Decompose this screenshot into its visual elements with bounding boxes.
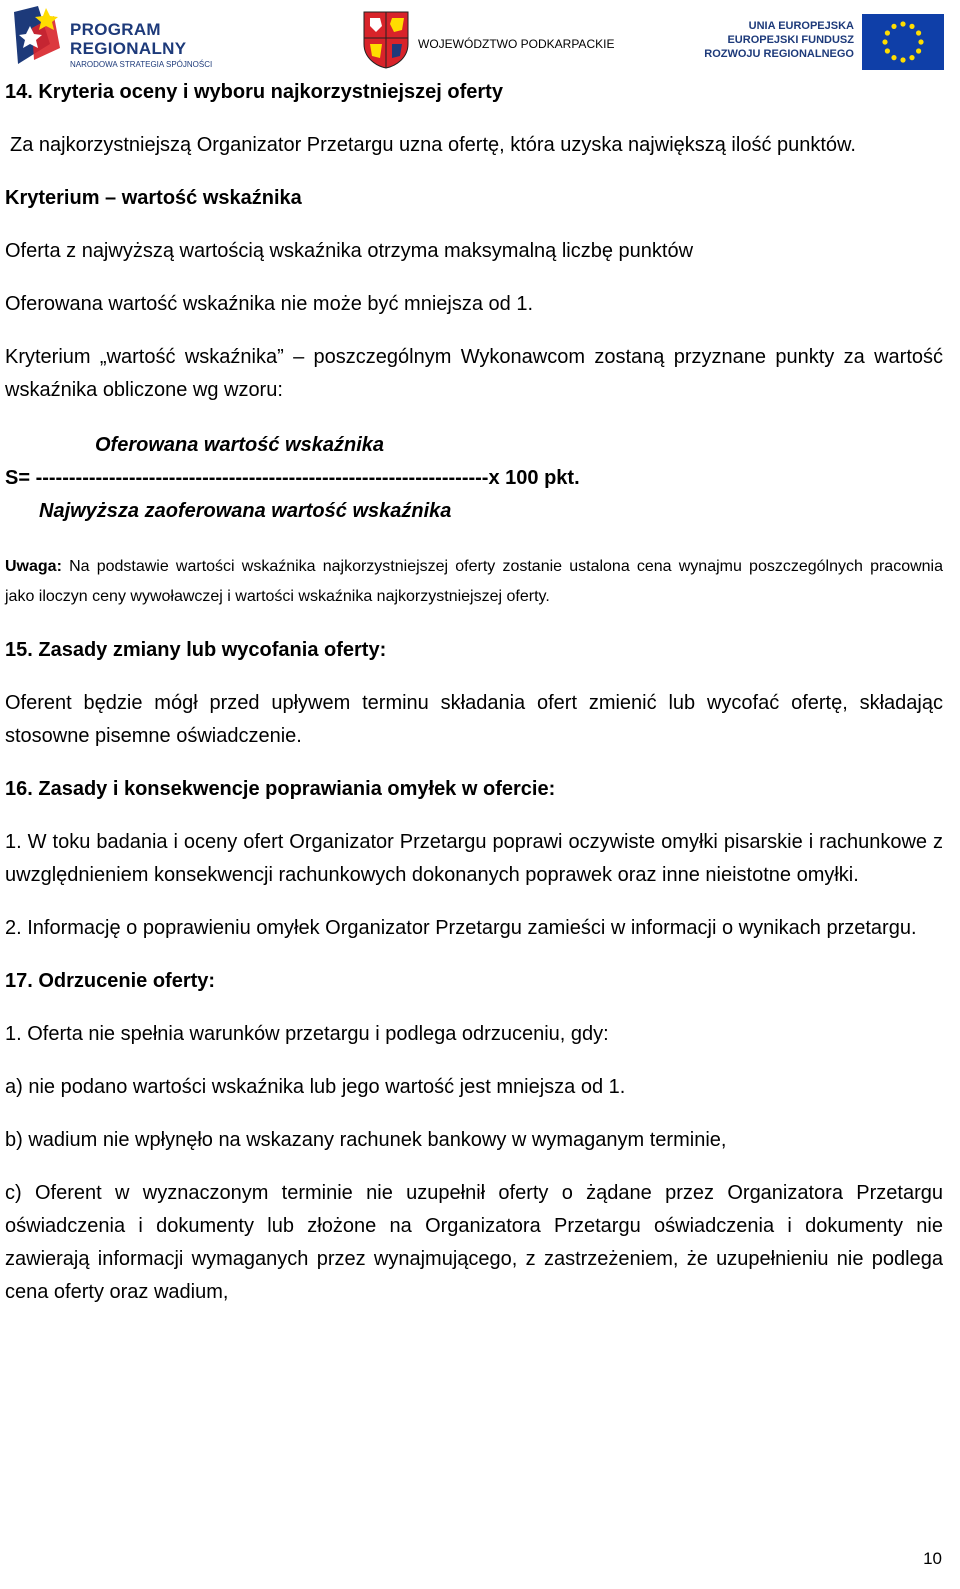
eu-logo-line3: ROZWOJU REGIONALNEGO (704, 48, 854, 60)
formula-fraction-line: S= --------------------------------------------------------------------x 100 pkt. (5, 467, 580, 489)
section-16-item-1: 1. W toku badania i oceny ofert Organizator Przetargu poprawi oczywiste omyłki pisarskie i rachunkowe z uwzględnieniem konsekwencji rachunkowych dokonanych poprawek oraz inne nieistotne omyłki. (5, 831, 943, 886)
note-text: Na podstawie wartości wskaźnika najkorzystniejszej oferty zostanie ustalona cena wynajmu poszczególnych pracownia jako iloczyn ceny wywoławczej i wartości wskaźnika najkorzystniejszej oferty. (5, 558, 943, 605)
coat-of-arms-icon (362, 10, 410, 70)
program-regionalny-logo (10, 4, 240, 74)
eu-logo-line2: EUROPEJSKI FUNDUSZ (727, 34, 854, 46)
section-16-heading: 16. Zasady i konsekwencje poprawiania omyłek w ofercie: (5, 778, 556, 800)
criterion-line-2: Oferowana wartość wskaźnika nie może być mniejsza od 1. (5, 293, 534, 315)
page-number: 10 (923, 1549, 942, 1568)
section-17-heading: 17. Odrzucenie oferty: (5, 970, 216, 992)
eu-flag-icon (862, 14, 944, 70)
note-paragraph (5, 552, 943, 612)
section-17-item-a: a) nie podano wartości wskaźnika lub jego wartość jest mniejsza od 1. (5, 1076, 626, 1098)
formula-numerator: Oferowana wartość wskaźnika (95, 434, 385, 456)
wojewodztwo-logo-text: WOJEWÓDZTWO PODKARPACKIE (418, 37, 615, 51)
eu-logo (704, 14, 950, 74)
section-15-text: Oferent będzie mógł przed upływem terminu składania ofert zmienić lub wycofać ofertę, składając stosowne pisemne oświadczenie. (5, 692, 943, 747)
note-label: Uwaga: (5, 558, 62, 575)
section-17-item-1: 1. Oferta nie spełnia warunków przetargu i podlega odrzuceniu, gdy: (5, 1023, 609, 1045)
criterion-heading: Kryterium – wartość wskaźnika (5, 187, 302, 209)
section-17-item-c: c) Oferent w wyznaczonym terminie nie uzupełnił oferty o żądane przez Organizatora Przetargu oświadczenia i dokumenty lub złożone na Organizatora Przetargu oświadczenia i dokumenty nie zawierają informacji wymaganych przez wynajmującego, z zastrzeżeniem, że uzupełnieniu nie podlega cena oferty oraz wadium, (5, 1182, 943, 1303)
program-logo-line3: NARODOWA STRATEGIA SPÓJNOŚCI (70, 60, 213, 69)
section-17-item-b: b) wadium nie wpłynęło na wskazany rachunek bankowy w wymaganym terminie, (5, 1129, 727, 1151)
program-regionalny-emblem-icon (10, 4, 68, 70)
section-16-item-2: 2. Informację o poprawieniu omyłek Organizator Przetargu zamieści w informacji o wynikach przetargu. (5, 917, 917, 939)
section-14-intro: Za najkorzystniejszą Organizator Przetargu uzna ofertę, która uzyska największą ilość punktów. (10, 134, 856, 156)
eu-logo-line1: UNIA EUROPEJSKA (748, 20, 854, 32)
criterion-line-3: Kryterium „wartość wskaźnika” – poszczególnym Wykonawcom zostaną przyznane punkty za wartość wskaźnika obliczone wg wzoru: (5, 346, 943, 401)
program-logo-line1: PROGRAM (70, 20, 161, 39)
document-body (5, 76, 943, 1309)
wojewodztwo-podkarpackie-logo (362, 10, 642, 70)
program-logo-line2: REGIONALNY (70, 39, 187, 58)
section-14-heading: 14. Kryteria oceny i wyboru najkorzystniejszej oferty (5, 81, 503, 103)
criterion-line-1: Oferta z najwyższą wartością wskaźnika otrzyma maksymalną liczbę punktów (5, 240, 694, 262)
section-15-heading: 15. Zasady zmiany lub wycofania oferty: (5, 639, 387, 661)
page-header (0, 0, 960, 76)
formula-denominator: Najwyższa zaoferowana wartość wskaźnika (39, 500, 452, 522)
